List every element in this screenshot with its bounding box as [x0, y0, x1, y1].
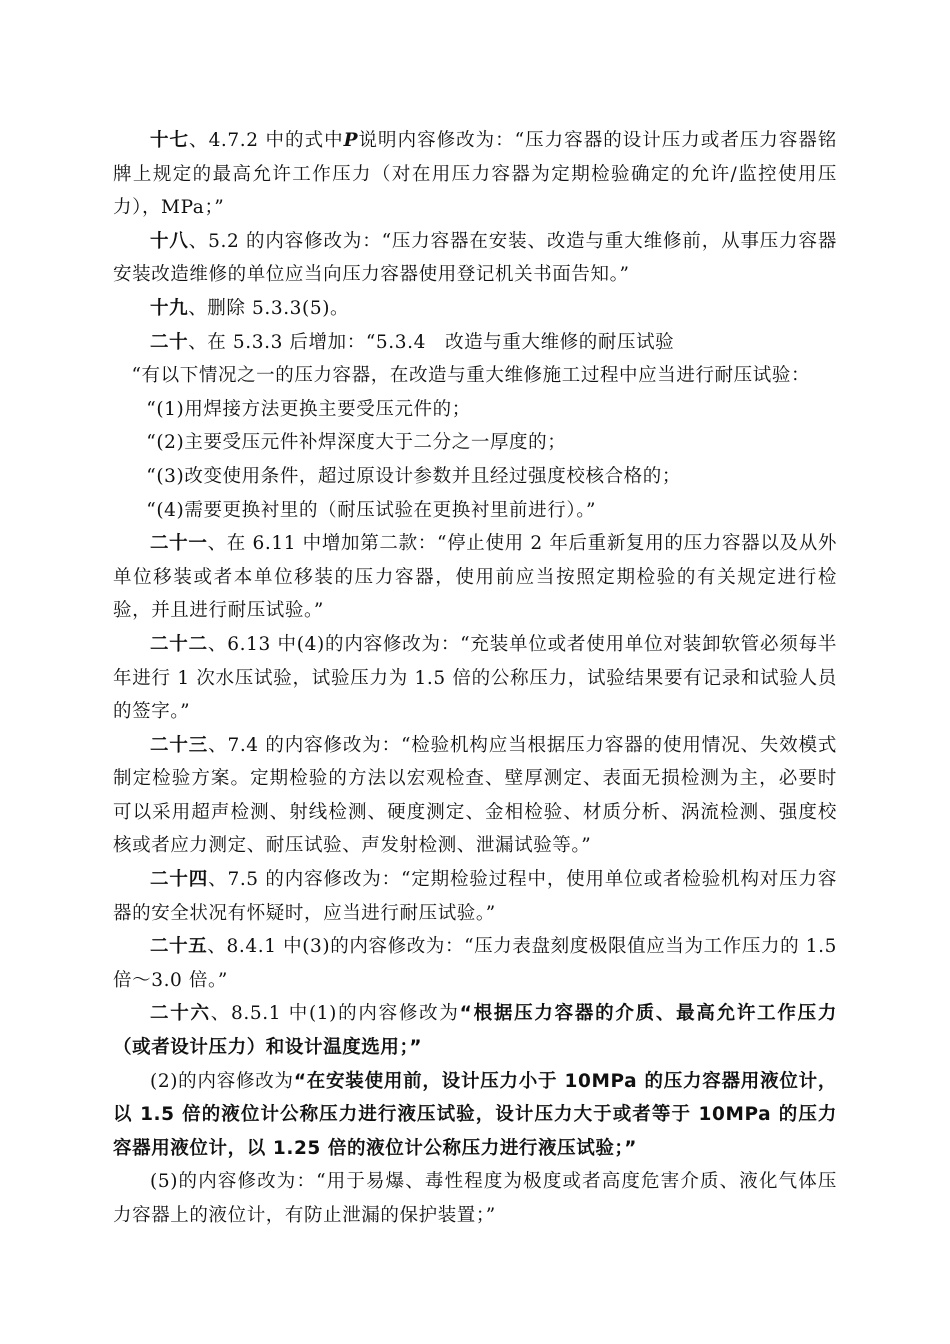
paragraph-20-item-1: “(1)用焊接方法更换主要受压元件的； [146, 398, 471, 420]
paragraph-text: 、8.5.1 中(1)的内容修改为 [210, 1003, 460, 1025]
paragraph-26-item-2 [113, 1065, 837, 1166]
paragraph-text: 、在 6.11 中增加第二款：“停止使用 2 年后重新复用的压力容器以及从外单位移装或者本单位移装的压力容器，使用前应当按照定期检验的有关规定进行检验，并且进行耐压试验。” [113, 533, 837, 622]
paragraph-bold-text: “根据压力容器的介质、最高允许工作压力（或者设计压力）和设计温度选用；” [113, 1003, 837, 1059]
variable-p: P [343, 130, 359, 151]
item-number: 十八 [150, 230, 189, 252]
paragraph-text: 、删除 5.3.3(5)。 [188, 297, 350, 319]
paragraph-text: 、6.13 中(4)的内容修改为：“充装单位或者使用单位对装卸软管必须每半年进行 1 次水压试验，试验压力为 1.5 倍的公称压力，试验结果要有记录和试验人员的签字。” [113, 633, 837, 723]
item-number: 二十六 [150, 1003, 211, 1025]
paragraph-20-item-2: “(2)主要受压元件补焊深度大于二分之一厚度的； [146, 432, 567, 454]
item-number: 二十三 [150, 734, 209, 756]
paragraph-19 [113, 292, 837, 326]
paragraph-text: 、7.4 的内容修改为：“检验机构应当根据压力容器的使用情况、失效模式制定检验方案。定期检验的方法以宏观检查、壁厚测定、表面无损检测为主，必要时可以采用超声检测、射线检测、硬度测定、金相检验、材质分析、涡流检测、强度校核或者应力测定、耐压试验、声发射检测、泄漏试验等。” [113, 734, 837, 857]
paragraph-24 [113, 863, 837, 930]
paragraph-21 [113, 527, 837, 628]
paragraph-17 [113, 124, 837, 225]
item-number: 十九 [150, 297, 189, 319]
item-number: 二十五 [150, 936, 208, 958]
paragraph-text: 、在 5.3.3 后增加：“5.3.4 改造与重大维修的耐压试验 [188, 331, 675, 353]
paragraph-20-intro: “有以下情况之一的压力容器，在改造与重大维修施工过程中应当进行耐压试验： [131, 365, 811, 387]
paragraph-20-item-3: “(3)改变使用条件，超过原设计参数并且经过强度校核合格的； [146, 465, 681, 487]
paragraph-26-item-5: (5)的内容修改为：“用于易爆、毒性程度为极度或者高度危害介质、液化气体压力容器上的液位计，有防止泄漏的保护装置；” [113, 1171, 837, 1226]
item-number: 十七 [150, 130, 190, 151]
paragraph-text: 、4.7.2 中的式中 [189, 130, 344, 151]
paragraph-18 [113, 225, 837, 292]
paragraph-22 [113, 628, 837, 729]
item-number: 二十一 [150, 533, 208, 555]
paragraph-20-item-4: “(4)需要更换衬里的（耐压试验在更换衬里前进行）。” [146, 499, 597, 521]
document-body [113, 124, 837, 1233]
paragraph-23 [113, 729, 837, 863]
paragraph-text: 、8.4.1 中(3)的内容修改为：“压力表盘刻度极限值应当为工作压力的 1.5 倍～3.0 倍。” [113, 936, 837, 991]
paragraph-text: 说明内容修改为：“压力容器的设计压力或者压力容器铭牌上规定的最高允许工作压力（对在用压力容器为定期检验确定的允许/监控使用压力），MPa；” [113, 130, 838, 219]
item-number: 二十四 [150, 869, 209, 891]
paragraph-text: 、5.2 的内容修改为：“压力容器在安装、改造与重大维修前，从事压力容器安装改造维修的单位应当向压力容器使用登记机关书面告知。” [113, 230, 837, 286]
paragraph-text: 、7.5 的内容修改为：“定期检验过程中，使用单位或者检验机构对压力容器的安全状况有怀疑时，应当进行耐压试验。” [113, 869, 837, 924]
item-number: 二十二 [150, 633, 208, 655]
paragraph-text: (2)的内容修改为 [150, 1070, 294, 1092]
paragraph-bold-text: “在安装使用前，设计压力小于 10MPa 的压力容器用液位计，以 1.5 倍的液位计公称压力进行液压试验，设计压力大于或者等于 10MPa 的压力容器用液位计，以 1.25 倍的液位计公称压力进行液压试验；” [113, 1070, 838, 1159]
paragraph-26 [113, 997, 837, 1064]
paragraph-20 [113, 326, 837, 360]
paragraph-25 [113, 930, 837, 997]
item-number: 二十 [150, 331, 189, 353]
